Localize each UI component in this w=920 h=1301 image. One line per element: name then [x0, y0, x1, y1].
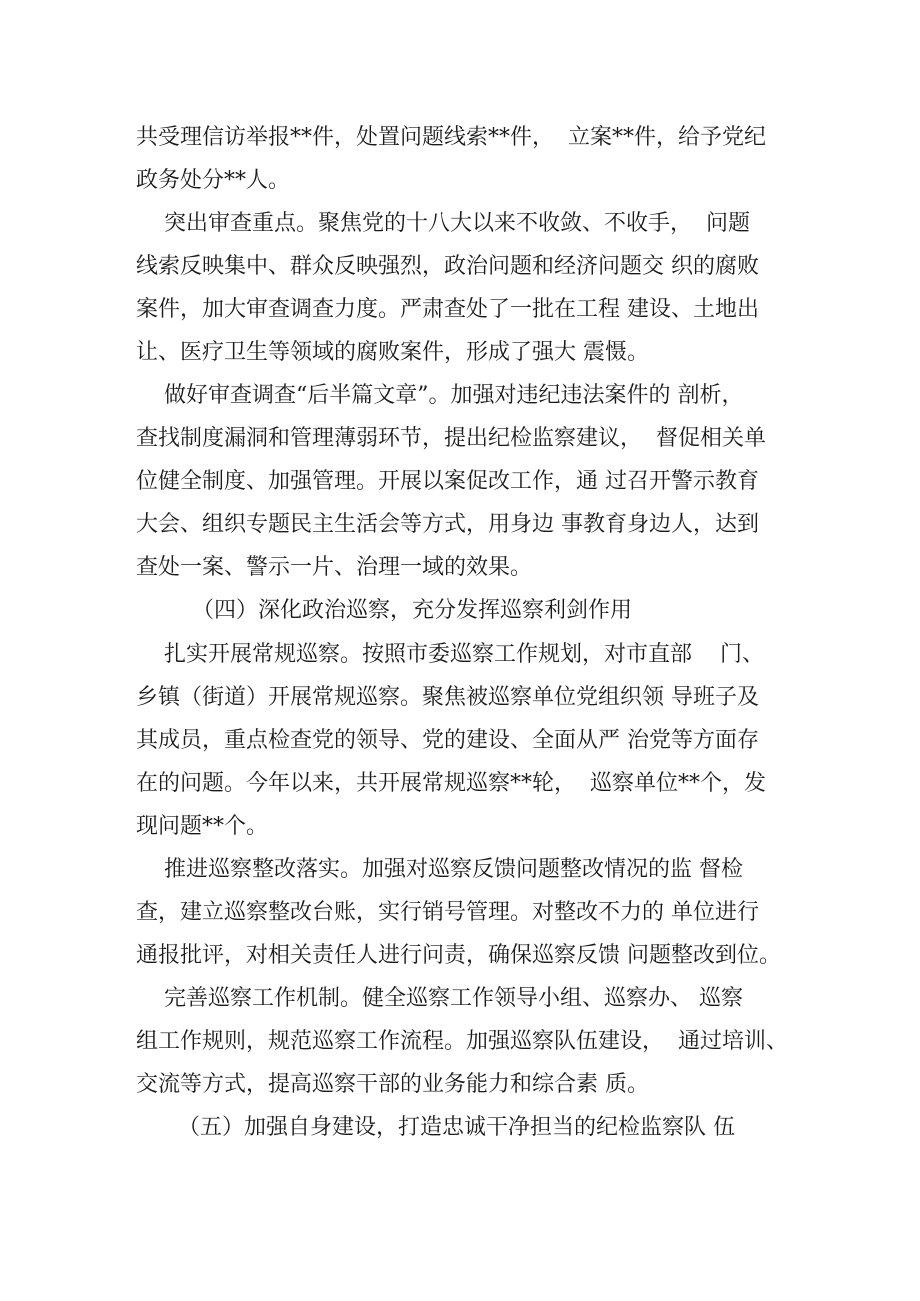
- text-line: 其成员，重点检查党的领导、党的建设、全面从严 治党等方面存: [136, 728, 759, 753]
- paragraph-start: 突出审查重点。聚焦党的十八大以来不收敛、不收手， 问题: [136, 211, 750, 236]
- text-line: 查处一案、警示一片、治理一域的效果。: [136, 555, 533, 580]
- text-line: 组工作规则，规范巡察工作流程。加强巡察队伍建设， 通过培训、: [136, 1029, 788, 1054]
- text-line: 大会、组织专题民主生活会等方式，用身边 事教育身边人，达到: [136, 512, 759, 537]
- paragraph-start: 推进巡察整改落实。加强对巡察反馈问题整改情况的监 督检: [136, 857, 743, 882]
- text-line: 通报批评，对相关责任人进行问责，确保巡察反馈 问题整改到位。: [136, 943, 781, 968]
- section-heading: （五）加强自身建设，打造忠诚干净担当的纪检监察队 伍: [136, 1115, 735, 1140]
- text-line: 让、医疗卫生等领域的腐败案件，形成了强大 震慑。: [136, 340, 649, 365]
- text-line: 现问题**个。: [136, 814, 269, 839]
- text-line: 政务处分**人。: [136, 168, 291, 193]
- paragraph-start: 扎实开展常规巡察。按照市委巡察工作规划，对市直部 门、: [136, 642, 764, 667]
- text-line: 乡镇（街道）开展常规巡察。聚焦被巡察单位党组织领 导班子及: [136, 685, 759, 710]
- paragraph-start: 完善巡察工作机制。健全巡察工作领导小组、巡察办、 巡察: [136, 986, 743, 1011]
- paragraph-start: 做好审查调查“后半篇文章”。加强对违纪违法案件的 剖析，: [136, 383, 744, 408]
- text-line: 查找制度漏洞和管理薄弱环节，提出纪检监察建议， 督促相关单: [136, 426, 766, 451]
- text-line: 案件，加大审查调查力度。严肃查处了一批在工程 建设、土地出: [136, 297, 759, 322]
- text-line: 共受理信访举报**件，处置问题线索**件， 立案**件，给予党纪: [136, 125, 766, 150]
- text-line: 查，建立巡察整改台账，实行销号管理。对整改不力的 单位进行: [136, 900, 759, 925]
- section-heading: （四）深化政治巡察，充分发挥巡察利剑作用: [136, 598, 632, 623]
- text-line: 在的问题。今年以来，共开展常规巡察**轮， 巡察单位**个，发: [136, 771, 766, 796]
- text-line: 线索反映集中、群众反映强烈，政治问题和经济问题交 织的腐败: [136, 254, 759, 279]
- text-line: 位健全制度、加强管理。开展以案促改工作，通 过召开警示教育: [136, 469, 759, 494]
- text-line: 交流等方式，提高巡察干部的业务能力和综合素 质。: [136, 1072, 649, 1097]
